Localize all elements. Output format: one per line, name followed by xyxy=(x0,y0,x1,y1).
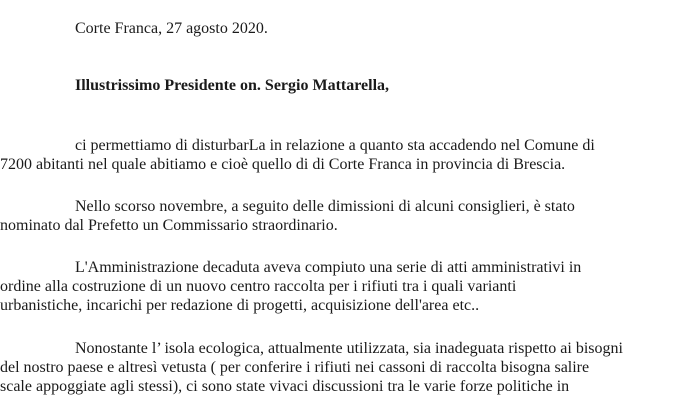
paragraph-line: nominato dal Prefetto un Commissario straordinario. xyxy=(0,217,338,234)
paragraph-line: del nostro paese e altresì vetusta ( per conferire i rifiuti nei cassoni di raccolta bisogna salire xyxy=(0,359,590,376)
paragraph-1 xyxy=(0,136,689,174)
paragraph-line: scale appoggiate agli stessi), ci sono state vivaci discussioni tra le varie forze politiche in xyxy=(0,378,570,395)
paragraph-2 xyxy=(0,197,689,235)
paragraph-line: L'Amministrazione decaduta aveva compiuto una serie di atti amministrativi in xyxy=(75,259,582,276)
paragraph-line: Nonostante l’ isola ecologica, attualmente utilizzata, sia inadeguata rispetto ai bisogni xyxy=(75,340,623,357)
paragraph-line: urbanistiche, incarichi per redazione di progetti, acquisizione dell'area etc.. xyxy=(0,297,480,314)
paragraph-line: ordine alla costruzione di un nuovo centro raccolta per i rifiuti tra i quali varianti xyxy=(0,278,517,295)
letter-salutation: Illustrissimo Presidente on. Sergio Mattarella, xyxy=(75,77,390,94)
paragraph-line: Nello scorso novembre, a seguito delle dimissioni di alcuni consiglieri, è stato xyxy=(75,198,575,215)
paragraph-3 xyxy=(0,258,689,315)
paragraph-line: ci permettiamo di disturbarLa in relazione a quanto sta accadendo nel Comune di xyxy=(75,137,595,154)
letter-date: Corte Franca, 27 agosto 2020. xyxy=(75,20,268,37)
paragraph-4 xyxy=(0,339,689,396)
paragraph-line: 7200 abitanti nel quale abitiamo e cioè quello di di Corte Franca in provincia di Brescia. xyxy=(0,156,566,173)
